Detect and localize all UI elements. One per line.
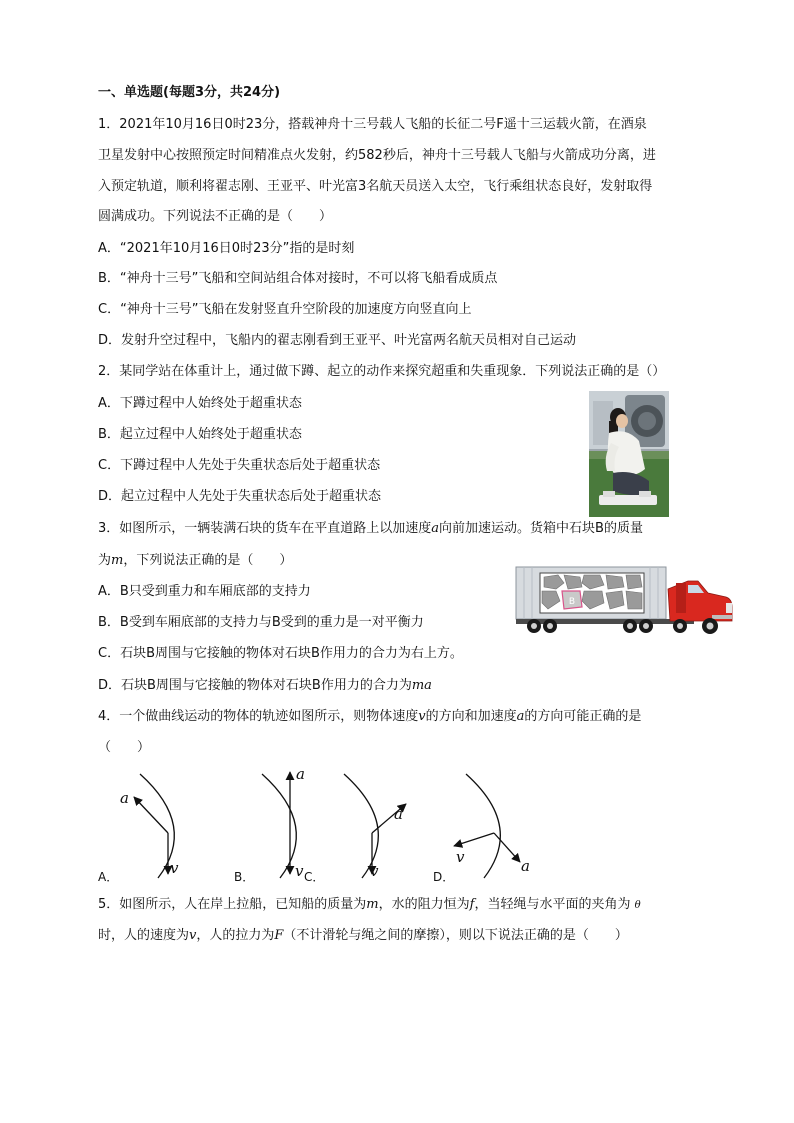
q3-option-b: B．B受到车厢底部的支持力与B受到的重力是一对平衡力 [98,615,424,630]
q1-stem-line-4: 圆满成功。下列说法不正确的是（ ） [98,209,333,224]
q1-stem-line-1: 1．2021年10月16日0时23分，搭载神舟十三号载人飞船的长征二号F遥十三运载火箭，在酒泉 [98,117,647,132]
q2-scale-photo [589,391,669,517]
q1-option-b: B．“神舟十三号”飞船和空间站组合体对接时，不可以将飞船看成质点 [98,271,498,286]
q1-option-d: D．发射升空过程中，飞船内的翟志刚看到王亚平、叶光富两名航天员相对自己运动 [98,333,577,348]
q5-var-m: m [366,897,379,912]
q5-var-v: v [189,928,197,943]
q4-trajectory-diagrams [96,764,556,884]
q2-stem: 2．某同学站在体重计上，通过做下蹲、起立的动作来探究超重和失重现象．下列说法正确的是（） [98,364,666,379]
q4-var-a: a [516,709,525,724]
q4-option-d-label: D． [433,870,455,884]
q2-option-c: C．下蹲过程中人先处于失重状态后处于超重状态 [98,458,381,473]
q5-line1-mid: ，水的阻力恒为 [378,897,470,912]
q4-option-c-label: C． [304,870,325,884]
q4-d-label-a: a [521,857,530,875]
q3-var-m: m [111,553,124,568]
q1-option-c: C．“神舟十三号”飞船在发射竖直升空阶段的加速度方向竖直向上 [98,302,472,317]
q3-stem-1-tail: 向前加速运动。货箱中石块B的质量 [439,521,643,536]
q4-stem-head: 4．一个做曲线运动的物体的轨迹如图所示，则物体速度 [98,709,419,724]
q5-stem-line-1 [98,896,641,915]
q2-option-b: B．起立过程中人始终处于超重状态 [98,427,302,442]
q4-c-label-a: a [394,805,403,823]
q5-var-f: f [469,897,475,912]
q4-b-label-a: a [296,765,305,783]
q1-stem-line-2: 卫星发射中心按照预定时间精准点火发射，约582秒后，神舟十三号载人飞船与火箭成功分离，进 [98,148,656,163]
q4-d-curve [466,774,500,878]
q3-stone-b-label: B [568,597,576,607]
q2-option-a: A．下蹲过程中人始终处于超重状态 [98,396,302,411]
q5-line1-tail: ，当轻绳与水平面的夹角为 [474,897,631,912]
q3-stem-line-1 [98,520,643,538]
section-title: 一、单选题(每题3分，共24分) [98,85,281,100]
q4-stem-mid: 的方向和加速度 [425,709,517,724]
q3-truck-illustration [512,563,736,637]
q4-stem-tail: 的方向可能正确的是 [524,709,642,724]
q3-option-d-text: D．石块B周围与它接触的物体对石块B作用力的合力为 [98,678,412,693]
q5-line2-mid: ，人的拉力为 [196,928,275,943]
q3-stem-1-text: 3．如图所示，一辆装满石块的货车在平直道路上以加速度 [98,521,432,536]
q1-stem-line-3: 入预定轨道，顺利将翟志刚、王亚平、叶光富3名航天员送入太空，飞行乘组状态良好，发射取得 [98,179,653,194]
q4-a-label-a: a [120,789,129,807]
q4-d-velocity-arrow [454,833,494,846]
q5-line1-head: 5．如图所示，人在岸上拉船，已知船的质量为 [98,897,367,912]
q3-option-a: A．B只受到重力和车厢底部的支持力 [98,584,311,599]
q4-option-a-label: A． [98,870,119,884]
q4-var-v: v [418,709,426,724]
q5-stem-line-2 [98,927,628,945]
q3-stem-2-head: 为 [98,553,112,568]
q4-d-label-v: v [456,848,465,866]
q4-stem [98,708,641,726]
q3-var-a: a [431,521,440,536]
q5-line2-head: 时，人的速度为 [98,928,190,943]
q4-a-accel-arrow [134,797,168,833]
q4-b-curve [262,774,296,878]
q4-b-label-v: v [295,862,304,880]
q3-option-d [98,677,432,695]
q5-var-F: F [274,928,284,943]
q1-option-a: A．“2021年10月16日0时23分”指的是时刻 [98,241,355,256]
q4-c-label-v: v [370,862,379,880]
q3-option-c: C．石块B周围与它接触的物体对石块B作用力的合力为右上方。 [98,646,463,661]
q4-paren: （ ） [98,740,151,755]
q3-var-ma: ma [411,678,432,693]
q3-stem-line-2 [98,552,292,570]
q5-var-theta: θ [634,900,641,911]
q4-option-b-label: B． [234,870,255,884]
q5-line2-tail: （不计滑轮与绳之间的摩擦），则以下说法正确的是（ ） [283,928,628,943]
q2-option-d: D．起立过程中人先处于失重状态后处于超重状态 [98,489,382,504]
q4-a-label-v: v [170,859,179,877]
q4-d-accel-arrow [494,833,520,862]
q3-stem-2-tail: ，下列说法正确的是（ ） [123,553,293,568]
